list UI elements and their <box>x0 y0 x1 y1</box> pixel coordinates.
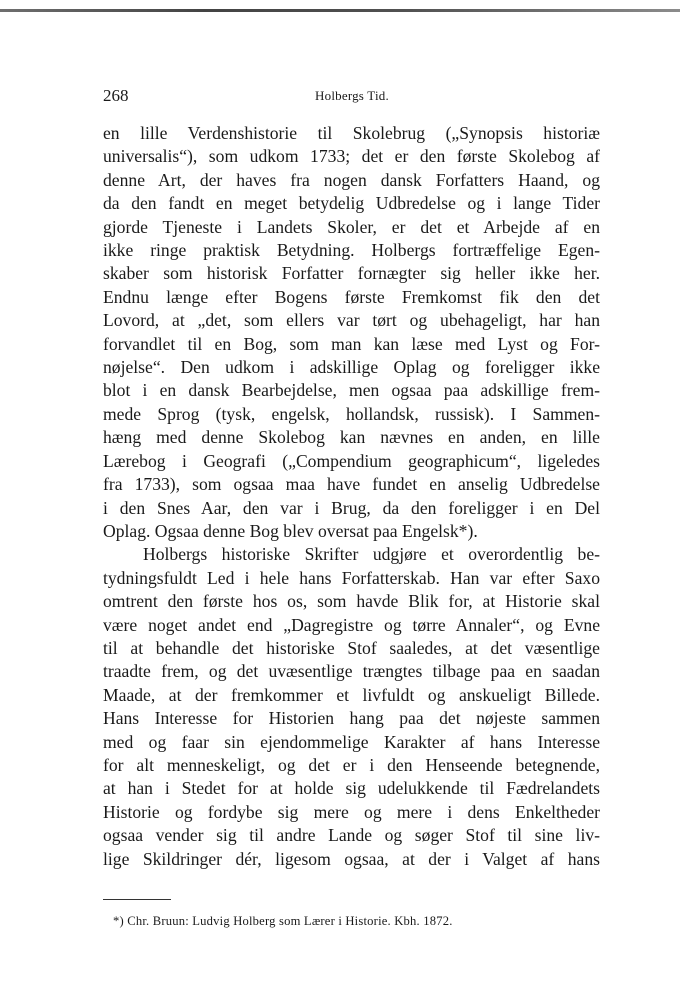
page-header <box>103 86 601 108</box>
body-text <box>103 122 600 871</box>
text-line: fra 1733), som ogsaa maa have fundet en anselig Udbredelse <box>103 474 600 495</box>
text-line: da den fandt en meget betydelig Udbredelse og i lange Tider <box>103 193 600 214</box>
text-line: traadte frem, og det uvæsentlige trængtes tilbage paa en saadan <box>103 661 600 682</box>
page-number: 268 <box>103 86 129 105</box>
text-line: tydningsfuldt Led i hele hans Forfatterskab. Han var efter Saxo <box>103 567 600 588</box>
text-line: denne Art, der haves fra nogen dansk Forfatters Haand, og <box>103 169 600 190</box>
text-line: at han i Stedet for at holde sig udelukkende til Fædrelandets <box>103 778 600 799</box>
running-title: Holbergs Tid. <box>315 88 389 103</box>
text-line: nøjelse“. Den udkom i adskillige Oplag og foreligger ikke <box>103 357 600 378</box>
text-line: være noget andet end „Dagregistre og tørre Annaler“, og Evne <box>103 614 600 635</box>
text-line: Endnu længe efter Bogens første Fremkomst fik den det <box>103 286 600 307</box>
text-line: Historie og fordybe sig mere og mere i dens Enkeltheder <box>103 801 600 822</box>
text-line: Hans Interesse for Historien hang paa det nøjeste sammen <box>103 708 600 729</box>
text-line: Lærebog i Geografi („Compendium geographicum“, ligeledes <box>103 450 600 471</box>
text-line: for alt menneskeligt, og det er i den Henseende betegnende, <box>103 754 600 775</box>
text-line: blot i en dansk Bearbejdelse, men ogsaa paa adskillige frem- <box>103 380 600 401</box>
footnote-divider <box>103 899 171 900</box>
text-line: hæng med denne Skolebog kan nævnes en anden, en lille <box>103 427 600 448</box>
text-line: ikke ringe praktisk Betydning. Holbergs fortræffelige Egen- <box>103 240 600 261</box>
text-line: omtrent den første hos os, som havde Blik for, at Historie skal <box>103 591 600 612</box>
text-line: til at behandle det historiske Stof saaledes, at det væsentlige <box>103 637 600 658</box>
text-line: med og faar sin ejendommelige Karakter af hans Interesse <box>103 731 600 752</box>
text-line: Oplag. Ogsaa denne Bog blev oversat paa Engelsk*). <box>103 520 478 541</box>
text-line: lige Skildringer dér, ligesom ogsaa, at der i Valget af hans <box>103 848 600 869</box>
text-line: Maade, at der fremkommer et livfuldt og anskueligt Billede. <box>103 684 600 705</box>
text-line: universalis“), som udkom 1733; det er den første Skolebog af <box>103 146 600 167</box>
text-line: skaber som historisk Forfatter fornægter sig heller ikke her. <box>103 263 600 284</box>
text-line: gjorde Tjeneste i Landets Skoler, er det et Arbejde af en <box>103 216 600 237</box>
text-line: Lovord, at „det, som ellers var tørt og ubehageligt, har han <box>103 310 600 331</box>
top-border-rule <box>0 9 680 12</box>
text-line: ogsaa vender sig til andre Lande og søger Stof til sine liv- <box>103 825 600 846</box>
footnote: *) Chr. Bruun: Ludvig Holberg som Lærer i Historie. Kbh. 1872. <box>113 914 453 928</box>
text-line: forvandlet til en Bog, som man kan læse med Lyst og For- <box>103 333 600 354</box>
text-line: Holbergs historiske Skrifter udgjøre et overordentlig be- <box>143 544 600 565</box>
text-line: i den Snes Aar, den var i Brug, da den foreligger i en Del <box>103 497 600 518</box>
text-line: en lille Verdenshistorie til Skolebrug („Synopsis historiæ <box>103 123 600 143</box>
text-line: mede Sprog (tysk, engelsk, hollandsk, russisk). I Sammen- <box>103 403 600 424</box>
